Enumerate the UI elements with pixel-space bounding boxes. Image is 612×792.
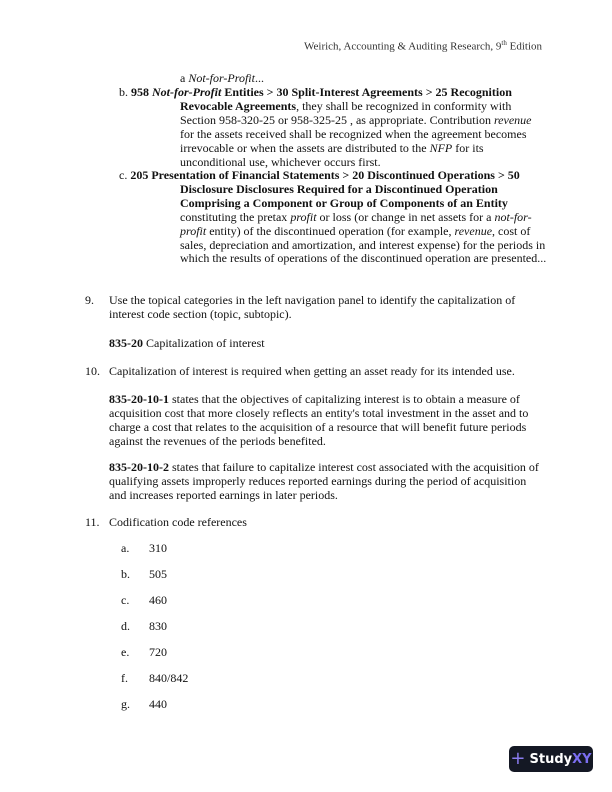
question-9 <box>85 294 545 322</box>
item-value: 310 <box>149 541 167 555</box>
text: 835-20-10-1 <box>109 392 169 406</box>
question-10 <box>85 365 555 379</box>
item-label: g. <box>121 697 130 711</box>
text: ... <box>254 71 264 85</box>
text: for the assets received shall be recognized when the agreement becomes irrevocable or when the assets are distributed to the <box>180 126 527 155</box>
text: , cost of sales, depreciation and amortization, and interest expense) for the periods in which the results of operations of the discontinued operation are presented... <box>180 223 547 266</box>
item-a-tail <box>180 72 264 86</box>
item-label: f. <box>121 671 128 685</box>
text: revenue <box>493 112 532 127</box>
text: 835-20-10-2 <box>109 460 169 474</box>
text: Not-for-Profit <box>188 71 255 85</box>
question-text: Codification code references <box>109 515 247 529</box>
item-label: b. <box>121 567 130 581</box>
question-text: Use the topical categories in the left navigation panel to identify the capitalization of interest code section (topic, subtopic). <box>109 293 516 321</box>
studyxy-logo[interactable] <box>509 746 593 772</box>
text: constituting the pretax <box>180 209 291 224</box>
item-label: e. <box>121 645 130 659</box>
item-value: 840/842 <box>149 671 189 685</box>
text: or loss (or change in net assets for a <box>316 209 495 224</box>
text: entity) of the discontinued operation (for example, <box>206 223 455 238</box>
item-label: c. <box>119 168 128 182</box>
text: states that the objectives of capitalizing interest is to obtain a measure of acquisition cost that more closely reflects an entity's total investment in the asset and to charge a cost that relates to the acquisition of a resource that will benefit future periods against the revenues of the periods benefited. <box>109 392 529 448</box>
question-number: 11. <box>85 515 100 529</box>
text: Capitalization of interest <box>143 336 265 350</box>
item-c <box>119 169 547 266</box>
answer-9 <box>109 337 265 351</box>
text: Entities > 30 Split-Interest Agreements > 25 Recognition Revocable Agreements <box>180 85 512 113</box>
logo-brand: Study <box>529 751 573 767</box>
header-sup: th <box>501 39 507 47</box>
paragraph-835-20-10-1 <box>109 393 546 449</box>
text: revenue <box>454 223 493 238</box>
question-11 <box>85 516 247 530</box>
question-text: Capitalization of interest is required when getting an asset ready for its intended use. <box>109 364 515 378</box>
item-b <box>119 86 545 169</box>
header-text: Weirich, Accounting & Auditing Research, 9 <box>304 40 502 53</box>
item-value: 505 <box>149 567 167 581</box>
item-value: 720 <box>149 645 167 659</box>
text: states that failure to capitalize interest cost associated with the acquisition of qualifying assets improperly reduces reported earnings during the period of acquisition and increases reported earnings in later periods. <box>109 460 539 502</box>
logo-brand-accent: XY <box>572 751 592 767</box>
item-label: b. <box>119 85 128 99</box>
item-label: d. <box>121 619 130 633</box>
question-number: 9. <box>85 293 94 307</box>
page-header <box>304 37 542 55</box>
plus-icon: + <box>510 748 526 769</box>
item-label: a. <box>121 541 130 555</box>
text: NFP <box>429 140 453 155</box>
header-after: Edition <box>506 40 542 53</box>
text: 835-20 <box>109 336 143 350</box>
text: Not-for-Profit <box>152 85 222 99</box>
item-value: 440 <box>149 697 167 711</box>
text: profit <box>290 209 317 224</box>
text: for its unconditional use, whichever occurs first. <box>180 140 484 169</box>
item-value: 460 <box>149 593 167 607</box>
question-number: 10. <box>85 364 100 378</box>
item-label: c. <box>121 593 130 607</box>
text: a <box>180 71 189 85</box>
item-value: 830 <box>149 619 167 633</box>
text: 958 <box>131 85 152 99</box>
paragraph-835-20-10-2 <box>109 461 546 503</box>
text: not-for-profit <box>180 209 532 238</box>
text: , they shall be recognized in conformity with Section 958-320-25 or 958-325-25 , as appropriate. Contribution <box>180 98 512 127</box>
text: 205 Presentation of Financial Statements > 20 Discontinued Operations > 50 Disclosure Disclosures Required for a Discontinued Operation Comprising a Component or Group of Components of an Entity <box>130 168 520 210</box>
